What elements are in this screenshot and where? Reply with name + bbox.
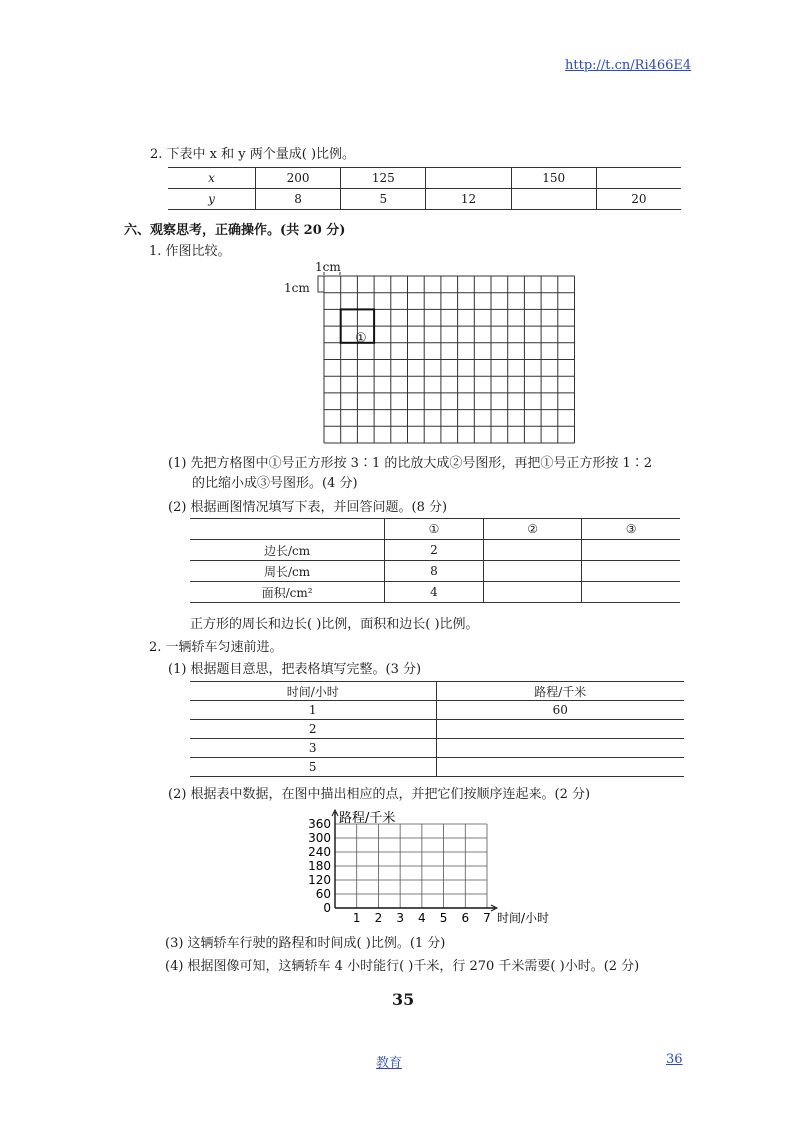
table-cell (436, 758, 684, 777)
q1-title: 1. 作图比较。 (149, 244, 231, 259)
table-cell: 5 (190, 758, 436, 777)
circle-mark: ① (355, 331, 367, 346)
time-distance-chart (300, 800, 550, 930)
table-cell: 3 (190, 739, 436, 758)
table-cell: 5 (341, 189, 426, 210)
grid-paper (310, 272, 580, 452)
brace-icon (318, 276, 324, 292)
q2-sub3: (3) 这辆轿车行驶的路程和时间成( )比例。(1 分) (165, 936, 446, 951)
grid-label-left: 1cm (284, 281, 310, 295)
table-row (190, 561, 680, 582)
page-number: 35 (392, 990, 415, 1009)
y-tick-label: 0 (323, 901, 331, 915)
table-cell: 8 (385, 561, 484, 582)
table-cell (596, 168, 681, 189)
table-cell: 4 (385, 582, 484, 603)
table-cell: ② (483, 519, 582, 540)
table-cell: 2 (385, 540, 484, 561)
q1-sub1-line1: (1) 先把方格图中①号正方形按 3∶1 的比放大成②号图形，再把①号正方形按 1∶2 (168, 456, 653, 471)
footer-link-right[interactable]: 36 (666, 1052, 683, 1067)
table-cell: ③ (582, 519, 680, 540)
x-label: x (168, 168, 256, 189)
table-cell (582, 582, 680, 603)
y-axis-label: 路程/千米 (339, 811, 396, 826)
q2-prompt: 2. 下表中 x 和 y 两个量成( )比例。 (150, 147, 356, 162)
x-tick-label: 6 (461, 911, 470, 925)
table-cell: 路程/千米 (436, 682, 684, 701)
table-cell (582, 540, 680, 561)
table-row (190, 701, 684, 720)
q2-sub4: (4) 根据图像可知，这辆轿车 4 小时能行( )千米，行 270 千米需要( )小时。(2 分) (165, 959, 640, 974)
table-cell (426, 168, 511, 189)
table-row (190, 758, 684, 777)
table-cell: 1 (190, 701, 436, 720)
q2-title: 2. 一辆轿车匀速前进。 (149, 640, 283, 655)
q2-sub1: (1) 根据题目意思，把表格填写完整。(3 分) (168, 662, 422, 677)
table-cell (483, 561, 582, 582)
table-cell: 60 (436, 701, 684, 720)
table-cell: 200 (256, 168, 341, 189)
y-tick-label: 180 (308, 859, 331, 873)
table-cell: 12 (426, 189, 511, 210)
table-cell: ① (385, 519, 484, 540)
table-cell (190, 519, 385, 540)
table-cell: 2 (190, 720, 436, 739)
y-tick-label: 120 (308, 873, 331, 887)
table-row (190, 582, 680, 603)
header-link[interactable]: http://t.cn/Ri466E4 (565, 58, 692, 73)
table-cell: 时间/小时 (190, 682, 436, 701)
x-tick-label: 3 (396, 911, 404, 925)
q1-answer-line: 正方形的周长和边长( )比例，面积和边长( )比例。 (190, 617, 479, 632)
table-cell: 20 (596, 189, 681, 210)
section6-title: 六、观察思考，正确操作。(共 20 分) (124, 223, 346, 238)
table-cell: 8 (256, 189, 341, 210)
y-label: y (168, 189, 256, 210)
table-cell (483, 582, 582, 603)
y-tick-label: 240 (308, 845, 331, 859)
time-distance-table (190, 681, 684, 777)
table-row (190, 720, 684, 739)
q1-sub2: (2) 根据画图情况填写下表，并回答问题。(8 分) (168, 500, 448, 515)
table-row (190, 739, 684, 758)
x-tick-label: 1 (352, 911, 361, 925)
square-table (190, 518, 680, 603)
x-axis-label: 时间/小时 (497, 911, 550, 925)
table-row (190, 519, 680, 540)
table-row (190, 540, 680, 561)
table-cell: 边长/cm (190, 540, 385, 561)
y-tick-label: 360 (308, 817, 331, 831)
table-cell (483, 540, 582, 561)
q2-sub2: (2) 根据表中数据，在图中描出相应的点，并把它们按顺序连起来。(2 分) (168, 787, 591, 802)
table-cell (436, 720, 684, 739)
y-tick-label: 60 (315, 887, 331, 901)
x-tick-label: 5 (439, 911, 448, 925)
x-tick-label: 7 (483, 911, 491, 925)
table-cell: 面积/cm² (190, 582, 385, 603)
x-tick-label: 2 (374, 911, 383, 925)
y-tick-label: 300 (308, 831, 331, 845)
table-cell: 周长/cm (190, 561, 385, 582)
footer-link-left[interactable]: 教育 (376, 1056, 403, 1071)
x-tick-label: 4 (418, 911, 426, 925)
table-cell (582, 561, 680, 582)
table-cell: 125 (341, 168, 426, 189)
table-cell: 150 (511, 168, 596, 189)
table-row (168, 189, 681, 210)
q1-sub1-line2: 的比缩小成③号图形。(4 分) (192, 476, 358, 491)
table-row (168, 168, 681, 189)
table-cell (511, 189, 596, 210)
grid-label-top: 1cm (315, 260, 341, 274)
xy-table (168, 167, 681, 210)
table-cell (436, 739, 684, 758)
table-row (190, 682, 684, 701)
